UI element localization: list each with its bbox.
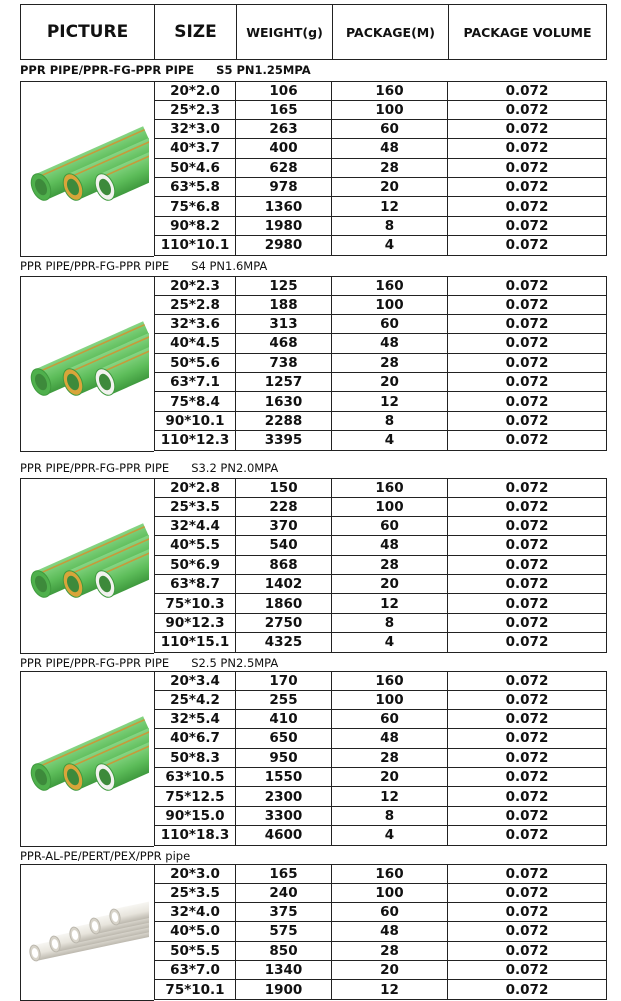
cell-weight: 313 [236, 315, 332, 333]
cell-weight: 165 [236, 865, 332, 883]
cell-weight: 738 [236, 354, 332, 372]
cell-package: 60 [332, 517, 448, 535]
cell-weight: 1550 [236, 768, 332, 786]
section-spec: S3.2 PN2.0MPA [191, 461, 279, 475]
cell-package: 160 [332, 865, 448, 883]
table-row [154, 787, 607, 806]
cell-package: 48 [332, 922, 448, 940]
cell-weight: 263 [236, 120, 332, 138]
cell-volume: 0.072 [448, 295, 607, 313]
table-row [154, 536, 607, 555]
green-ppr-pipe-icon [20, 478, 154, 654]
table-row [154, 276, 607, 296]
cell-weight: 1257 [236, 373, 332, 391]
cell-volume: 0.072 [448, 575, 607, 593]
cell-volume: 0.072 [448, 961, 607, 979]
cell-package: 100 [332, 690, 448, 708]
cell-weight: 150 [236, 479, 332, 497]
header-picture: PICTURE [20, 4, 155, 60]
cell-volume: 0.072 [448, 217, 607, 235]
cell-size: 25*3.5 [154, 883, 236, 901]
cell-package: 20 [332, 961, 448, 979]
cell-volume: 0.072 [448, 865, 607, 883]
cell-package: 8 [332, 807, 448, 825]
cell-volume: 0.072 [448, 334, 607, 352]
cell-weight: 1402 [236, 575, 332, 593]
cell-weight: 188 [236, 295, 332, 313]
table-row [154, 295, 607, 314]
cell-weight: 370 [236, 517, 332, 535]
table-row [154, 690, 607, 709]
cell-size: 63*7.0 [154, 961, 236, 979]
cell-package: 12 [332, 197, 448, 215]
cell-size: 40*5.0 [154, 922, 236, 940]
table-row [154, 334, 607, 353]
table-row [154, 942, 607, 961]
cell-size: 50*6.9 [154, 556, 236, 574]
table-row [154, 120, 607, 139]
cell-package: 4 [332, 633, 448, 651]
cell-package: 48 [332, 729, 448, 747]
cell-package: 8 [332, 217, 448, 235]
cell-size: 40*5.5 [154, 536, 236, 554]
cell-package: 160 [332, 277, 448, 295]
table-row [154, 768, 607, 787]
cell-volume: 0.072 [448, 903, 607, 921]
cell-weight: 400 [236, 139, 332, 157]
table-row [154, 100, 607, 119]
cell-volume: 0.072 [448, 787, 607, 805]
cell-volume: 0.072 [448, 197, 607, 215]
cell-volume: 0.072 [448, 614, 607, 632]
cell-volume: 0.072 [448, 354, 607, 372]
cell-volume: 0.072 [448, 690, 607, 708]
cell-weight: 575 [236, 922, 332, 940]
section-spec: S5 PN1.25MPA [216, 63, 311, 77]
table-row [154, 922, 607, 941]
cell-volume: 0.072 [448, 120, 607, 138]
table-row [154, 497, 607, 516]
table-row [154, 575, 607, 594]
table-row [154, 826, 607, 845]
cell-weight: 1860 [236, 594, 332, 612]
cell-volume: 0.072 [448, 159, 607, 177]
cell-weight: 1630 [236, 392, 332, 410]
cell-size: 63*7.1 [154, 373, 236, 391]
cell-volume: 0.072 [448, 373, 607, 391]
cell-package: 20 [332, 178, 448, 196]
cell-size: 40*4.5 [154, 334, 236, 352]
cell-volume: 0.072 [448, 672, 607, 690]
cell-weight: 4325 [236, 633, 332, 651]
cell-size: 75*10.3 [154, 594, 236, 612]
table-row [154, 392, 607, 411]
cell-weight: 1360 [236, 197, 332, 215]
cell-weight: 125 [236, 277, 332, 295]
cell-package: 160 [332, 82, 448, 100]
cell-volume: 0.072 [448, 710, 607, 728]
section-product-name: PPR PIPE/PPR-FG-PPR PIPE [20, 461, 170, 475]
cell-volume: 0.072 [448, 807, 607, 825]
cell-size: 25*4.2 [154, 690, 236, 708]
green-ppr-pipe-icon [20, 276, 154, 452]
section-title [20, 258, 267, 274]
cell-volume: 0.072 [448, 392, 607, 410]
cell-package: 100 [332, 295, 448, 313]
cell-weight: 2750 [236, 614, 332, 632]
table-row [154, 431, 607, 450]
cell-package: 28 [332, 556, 448, 574]
table-row [154, 980, 607, 999]
section-product-name: PPR PIPE/PPR-FG-PPR PIPE [20, 63, 195, 77]
cell-size: 32*3.6 [154, 315, 236, 333]
section-spec: S2.5 PN2.5MPA [191, 656, 279, 670]
cell-package: 28 [332, 159, 448, 177]
cell-package: 48 [332, 536, 448, 554]
cell-volume: 0.072 [448, 594, 607, 612]
cell-size: 25*2.3 [154, 100, 236, 118]
cell-size: 32*4.4 [154, 517, 236, 535]
table-row [154, 614, 607, 633]
cell-volume: 0.072 [448, 431, 607, 449]
cell-package: 60 [332, 903, 448, 921]
cell-weight: 468 [236, 334, 332, 352]
green-ppr-pipe-icon [20, 81, 154, 257]
table-row [154, 81, 607, 101]
cell-size: 63*5.8 [154, 178, 236, 196]
cell-package: 48 [332, 334, 448, 352]
cell-volume: 0.072 [448, 922, 607, 940]
section-product-name: PPR-AL-PE/PERT/PEX/PPR pipe [20, 849, 191, 863]
cell-package: 20 [332, 373, 448, 391]
pipe-photo [27, 121, 149, 217]
table-row [154, 517, 607, 536]
pipe-photo [27, 885, 149, 981]
cell-weight: 106 [236, 82, 332, 100]
cell-size: 110*15.1 [154, 633, 236, 651]
table-row [154, 197, 607, 216]
cell-weight: 1980 [236, 217, 332, 235]
cell-size: 110*12.3 [154, 431, 236, 449]
cell-package: 28 [332, 749, 448, 767]
table-row [154, 864, 607, 884]
cell-package: 28 [332, 942, 448, 960]
cell-volume: 0.072 [448, 768, 607, 786]
cell-weight: 228 [236, 497, 332, 515]
cell-package: 20 [332, 575, 448, 593]
table-row [154, 315, 607, 334]
cell-volume: 0.072 [448, 942, 607, 960]
cell-size: 20*2.8 [154, 479, 236, 497]
table-row [154, 749, 607, 768]
cell-volume: 0.072 [448, 556, 607, 574]
cell-package: 160 [332, 672, 448, 690]
table-row [154, 478, 607, 498]
cell-size: 63*10.5 [154, 768, 236, 786]
cell-package: 100 [332, 100, 448, 118]
cell-weight: 240 [236, 883, 332, 901]
section-spec: S4 PN1.6MPA [191, 259, 268, 273]
cell-weight: 650 [236, 729, 332, 747]
cell-size: 25*2.8 [154, 295, 236, 313]
table-row [154, 671, 607, 691]
cell-package: 20 [332, 768, 448, 786]
table-row [154, 961, 607, 980]
table-row [154, 217, 607, 236]
cell-weight: 950 [236, 749, 332, 767]
green-ppr-pipe-icon [20, 671, 154, 847]
cell-weight: 628 [236, 159, 332, 177]
cell-size: 20*2.0 [154, 82, 236, 100]
cell-size: 63*8.7 [154, 575, 236, 593]
header-package-volume: PACKAGE VOLUME [448, 4, 607, 60]
cell-weight: 375 [236, 903, 332, 921]
cell-volume: 0.072 [448, 729, 607, 747]
cell-package: 4 [332, 431, 448, 449]
cell-volume: 0.072 [448, 277, 607, 295]
cell-package: 48 [332, 139, 448, 157]
cell-volume: 0.072 [448, 315, 607, 333]
table-row [154, 412, 607, 431]
table-row [154, 710, 607, 729]
cell-size: 32*5.4 [154, 710, 236, 728]
section-title [20, 460, 278, 476]
cell-package: 12 [332, 594, 448, 612]
cell-weight: 165 [236, 100, 332, 118]
cell-size: 20*3.4 [154, 672, 236, 690]
cell-weight: 2300 [236, 787, 332, 805]
pipe-photo [27, 316, 149, 412]
section-product-name: PPR PIPE/PPR-FG-PPR PIPE [20, 656, 170, 670]
cell-weight: 978 [236, 178, 332, 196]
cell-size: 75*8.4 [154, 392, 236, 410]
cell-package: 60 [332, 710, 448, 728]
cell-package: 12 [332, 980, 448, 998]
cell-size: 50*5.6 [154, 354, 236, 372]
section-title [20, 848, 190, 864]
cell-weight: 1340 [236, 961, 332, 979]
table-row [154, 883, 607, 902]
cell-weight: 3395 [236, 431, 332, 449]
cell-volume: 0.072 [448, 633, 607, 651]
cell-weight: 170 [236, 672, 332, 690]
cell-package: 12 [332, 787, 448, 805]
table-row [154, 729, 607, 748]
cell-volume: 0.072 [448, 826, 607, 844]
header-package: PACKAGE(M) [332, 4, 449, 60]
cell-package: 100 [332, 497, 448, 515]
cell-weight: 2980 [236, 236, 332, 254]
cell-volume: 0.072 [448, 517, 607, 535]
table-row [154, 139, 607, 158]
cell-size: 20*3.0 [154, 865, 236, 883]
cell-size: 75*12.5 [154, 787, 236, 805]
cell-volume: 0.072 [448, 749, 607, 767]
table-row [154, 807, 607, 826]
table-row [154, 354, 607, 373]
cell-size: 20*2.3 [154, 277, 236, 295]
section-title [20, 655, 278, 671]
cell-package: 100 [332, 883, 448, 901]
cell-weight: 540 [236, 536, 332, 554]
table-row [154, 178, 607, 197]
cell-package: 60 [332, 315, 448, 333]
cell-size: 75*10.1 [154, 980, 236, 998]
section-title [20, 62, 311, 78]
header-weight: WEIGHT(g) [236, 4, 333, 60]
cell-weight: 255 [236, 690, 332, 708]
pipe-photo [27, 711, 149, 807]
table-row [154, 159, 607, 178]
cell-volume: 0.072 [448, 178, 607, 196]
white-composite-pipe-icon [20, 864, 154, 1001]
cell-size: 40*6.7 [154, 729, 236, 747]
cell-size: 25*3.5 [154, 497, 236, 515]
cell-weight: 2288 [236, 412, 332, 430]
cell-volume: 0.072 [448, 236, 607, 254]
cell-volume: 0.072 [448, 497, 607, 515]
cell-package: 4 [332, 236, 448, 254]
cell-volume: 0.072 [448, 139, 607, 157]
cell-weight: 3300 [236, 807, 332, 825]
cell-volume: 0.072 [448, 536, 607, 554]
cell-size: 90*10.1 [154, 412, 236, 430]
cell-size: 110*10.1 [154, 236, 236, 254]
cell-size: 50*8.3 [154, 749, 236, 767]
table-row [154, 903, 607, 922]
cell-package: 60 [332, 120, 448, 138]
table-row [154, 594, 607, 613]
cell-size: 50*5.5 [154, 942, 236, 960]
header-size: SIZE [154, 4, 237, 60]
cell-weight: 4600 [236, 826, 332, 844]
cell-size: 90*12.3 [154, 614, 236, 632]
cell-volume: 0.072 [448, 479, 607, 497]
cell-weight: 410 [236, 710, 332, 728]
pipe-photo [27, 518, 149, 614]
cell-volume: 0.072 [448, 100, 607, 118]
cell-volume: 0.072 [448, 412, 607, 430]
cell-package: 12 [332, 392, 448, 410]
cell-package: 28 [332, 354, 448, 372]
cell-package: 8 [332, 412, 448, 430]
cell-size: 40*3.7 [154, 139, 236, 157]
cell-size: 50*4.6 [154, 159, 236, 177]
cell-volume: 0.072 [448, 980, 607, 998]
table-row [154, 373, 607, 392]
cell-package: 8 [332, 614, 448, 632]
cell-volume: 0.072 [448, 82, 607, 100]
cell-size: 90*8.2 [154, 217, 236, 235]
cell-package: 4 [332, 826, 448, 844]
cell-size: 75*6.8 [154, 197, 236, 215]
cell-size: 32*3.0 [154, 120, 236, 138]
cell-volume: 0.072 [448, 883, 607, 901]
cell-weight: 868 [236, 556, 332, 574]
table-row [154, 236, 607, 255]
cell-package: 160 [332, 479, 448, 497]
table-row [154, 556, 607, 575]
cell-size: 90*15.0 [154, 807, 236, 825]
section-product-name: PPR PIPE/PPR-FG-PPR PIPE [20, 259, 170, 273]
table-row [154, 633, 607, 652]
cell-weight: 1900 [236, 980, 332, 998]
cell-weight: 850 [236, 942, 332, 960]
cell-size: 110*18.3 [154, 826, 236, 844]
cell-size: 32*4.0 [154, 903, 236, 921]
